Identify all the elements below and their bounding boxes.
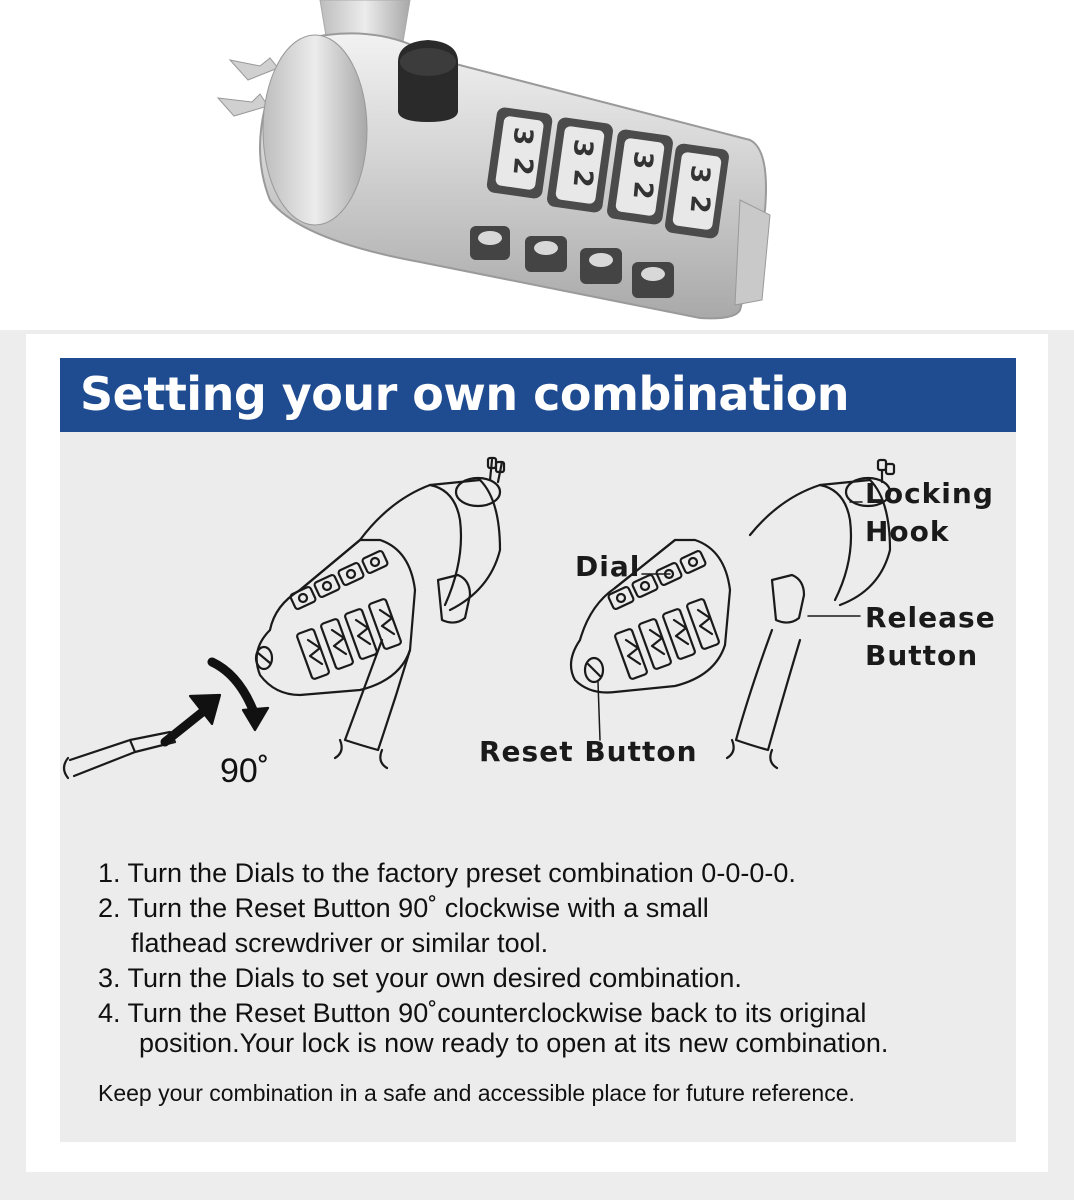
callout-reset-button: Reset Button [479, 735, 698, 768]
svg-text:2: 2 [626, 179, 659, 201]
callout-dial: Dial [575, 550, 641, 583]
svg-text:2: 2 [683, 193, 716, 215]
svg-text:3: 3 [506, 125, 539, 147]
svg-text:3: 3 [566, 137, 599, 159]
svg-text:2: 2 [566, 167, 599, 189]
step-2-line2: flathead screwdriver or similar tool. [131, 928, 549, 958]
right-lock-drawing [571, 460, 894, 768]
callout-locking-hook-line2: Hook [865, 515, 950, 548]
footer-note: Keep your combination in a safe and accessible place for future reference. [98, 1080, 855, 1106]
callout-release-line1: Release [865, 601, 996, 634]
rotation-label: 90˚ [220, 752, 270, 790]
page-title: Setting your own combination [80, 367, 850, 421]
step-4-line2: position.Your lock is now ready to open at its new combination. [139, 1028, 889, 1058]
left-lock-drawing [256, 458, 504, 768]
step-3: 3. Turn the Dials to set your own desired combination. [98, 963, 742, 993]
step-1: 1. Turn the Dials to the factory preset combination 0-0-0-0. [98, 858, 796, 888]
svg-text:3: 3 [683, 163, 716, 185]
step-4-line1: 4. Turn the Reset Button 90˚counterclockwise back to its original [98, 998, 867, 1028]
callout-locking-hook-line1: Locking [865, 477, 994, 510]
callout-release-line2: Button [865, 639, 979, 672]
step-2-line1: 2. Turn the Reset Button 90˚ clockwise with a small [98, 893, 709, 923]
lock-product-photo [0, 0, 1074, 330]
instruction-steps [98, 856, 998, 1061]
svg-text:2: 2 [506, 155, 539, 177]
svg-text:3: 3 [626, 149, 659, 171]
